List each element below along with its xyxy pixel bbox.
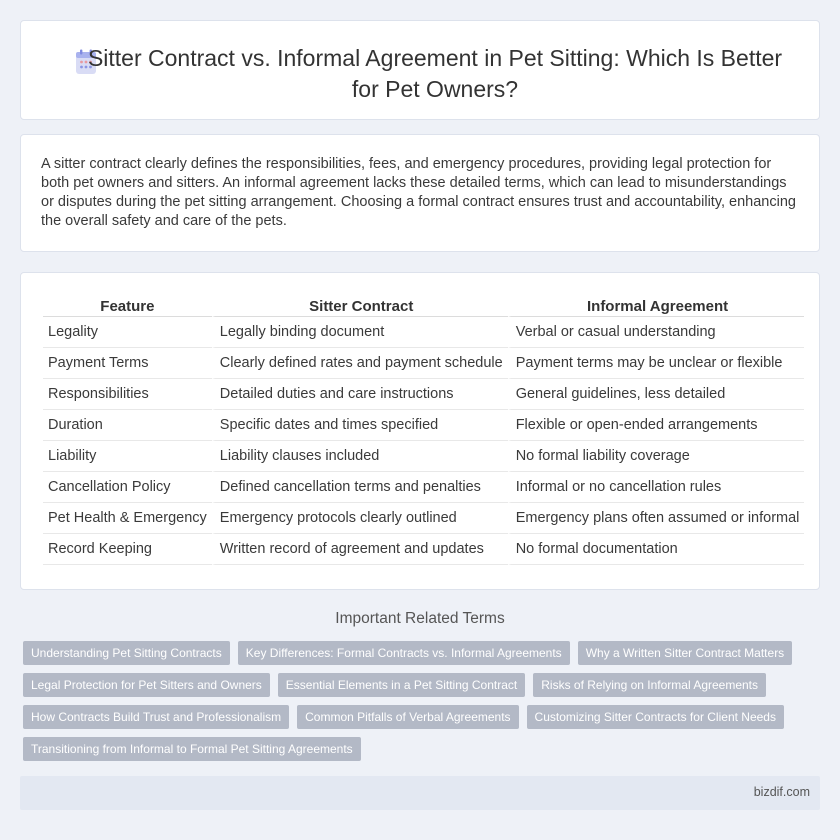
contract-cell: Clearly defined rates and payment schedule xyxy=(212,348,508,379)
related-term-tag[interactable]: Risks of Relying on Informal Agreements xyxy=(533,673,766,697)
feature-cell: Record Keeping xyxy=(43,534,212,565)
table-row xyxy=(43,348,804,379)
related-term-tag[interactable]: Essential Elements in a Pet Sitting Contract xyxy=(278,673,525,697)
header-informal-agreement: Informal Agreement xyxy=(508,297,805,317)
informal-cell: Informal or no cancellation rules xyxy=(508,472,805,503)
table-header-row xyxy=(43,297,804,317)
related-term-tag[interactable]: Legal Protection for Pet Sitters and Owners xyxy=(23,673,270,697)
intro-paragraph: A sitter contract clearly defines the responsibilities, fees, and emergency procedures, providing legal protection for both pet owners and sitters. An informal agreement lacks these detailed terms, which can lead to misunderstandings or disputes during the pet sitting arrangement. Choosing a formal contract ensures trust and accountability, enhancing the overall safety and care of the pets. xyxy=(41,156,796,229)
footer-site-link[interactable]: bizdif.com xyxy=(753,785,810,799)
tag-row xyxy=(23,705,803,729)
header-card xyxy=(20,20,820,120)
informal-cell: No formal documentation xyxy=(508,534,805,565)
related-term-tag[interactable]: Customizing Sitter Contracts for Client Needs xyxy=(527,705,784,729)
related-terms-title: Important Related Terms xyxy=(335,610,505,627)
related-term-tag[interactable]: Common Pitfalls of Verbal Agreements xyxy=(297,705,518,729)
feature-cell: Duration xyxy=(43,410,212,441)
header-sitter-contract: Sitter Contract xyxy=(212,297,508,317)
related-term-tag[interactable]: How Contracts Build Trust and Professionalism xyxy=(23,705,289,729)
tag-row xyxy=(23,673,803,697)
comparison-table xyxy=(43,297,804,565)
related-term-tag[interactable]: Understanding Pet Sitting Contracts xyxy=(23,641,230,665)
related-term-tag[interactable]: Why a Written Sitter Contract Matters xyxy=(578,641,793,665)
table-row xyxy=(43,534,804,565)
comparison-card xyxy=(20,272,820,590)
table-row xyxy=(43,317,804,348)
informal-cell: Verbal or casual understanding xyxy=(508,317,805,348)
informal-cell: No formal liability coverage xyxy=(508,441,805,472)
tag-row xyxy=(23,641,803,665)
contract-cell: Emergency protocols clearly outlined xyxy=(212,503,508,534)
feature-cell: Cancellation Policy xyxy=(43,472,212,503)
tag-row xyxy=(23,737,803,761)
contract-cell: Legally binding document xyxy=(212,317,508,348)
table-row xyxy=(43,503,804,534)
feature-cell: Pet Health & Emergency xyxy=(43,503,212,534)
table-row xyxy=(43,472,804,503)
contract-cell: Detailed duties and care instructions xyxy=(212,379,508,410)
related-term-tag[interactable]: Transitioning from Informal to Formal Pet Sitting Agreements xyxy=(23,737,361,761)
feature-cell: Responsibilities xyxy=(43,379,212,410)
informal-cell: Flexible or open-ended arrangements xyxy=(508,410,805,441)
related-term-tag[interactable]: Key Differences: Formal Contracts vs. Informal Agreements xyxy=(238,641,570,665)
contract-cell: Defined cancellation terms and penalties xyxy=(212,472,508,503)
informal-cell: Payment terms may be unclear or flexible xyxy=(508,348,805,379)
table-row xyxy=(43,441,804,472)
informal-cell: Emergency plans often assumed or informal xyxy=(508,503,805,534)
footer xyxy=(20,776,820,810)
contract-cell: Liability clauses included xyxy=(212,441,508,472)
intro-card xyxy=(20,134,820,252)
related-terms-list xyxy=(23,641,803,769)
contract-cell: Specific dates and times specified xyxy=(212,410,508,441)
contract-cell: Written record of agreement and updates xyxy=(212,534,508,565)
header-feature: Feature xyxy=(43,297,212,317)
feature-cell: Legality xyxy=(43,317,212,348)
informal-cell: General guidelines, less detailed xyxy=(508,379,805,410)
feature-cell: Liability xyxy=(43,441,212,472)
table-row xyxy=(43,379,804,410)
table-row xyxy=(43,410,804,441)
page-title: Sitter Contract vs. Informal Agreement in Pet Sitting: Which Is Better for Pet Owners? xyxy=(87,45,783,102)
feature-cell: Payment Terms xyxy=(43,348,212,379)
